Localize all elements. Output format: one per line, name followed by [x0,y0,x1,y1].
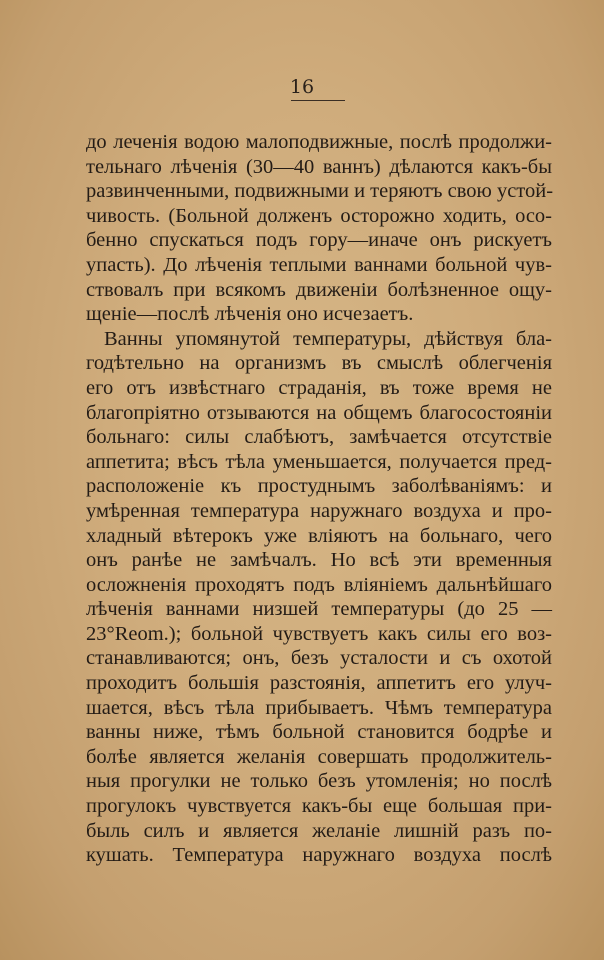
paragraph-1 [86,130,552,327]
text-line: болѣе является желанія совершать продолжитель- [86,745,552,768]
text-line: бенно спускаться подъ гору—иначе онъ рискуетъ [86,229,552,252]
paragraph-2 [86,327,552,868]
text-line: быль силъ и является желаніе лишній разъ по- [86,819,552,842]
text-line: ствовалъ при всякомъ движеніи болѣзненное ощу- [86,278,552,301]
text-line: тельнаго лѣченія (30—40 ваннъ) дѣлаются какъ-бы [86,155,552,178]
text-line: до леченія водою малоподвижные, послѣ продолжи- [86,131,552,153]
text-line: развинченными, подвижными и теряютъ свою устой- [86,180,554,203]
text-line: чивость. (Больной долженъ осторожно ходить, осо- [86,204,552,227]
text-line: Ванны упомянутой температуры, дѣйствуя бла- [104,327,552,350]
text-line: осложненія проходятъ подъ вліяніемъ дальнѣйшаго [86,573,552,596]
text-line: благопріятно отзываются на общемъ благосостояніи [86,401,552,424]
text-line: шается, вѣсъ тѣла прибываетъ. Чѣмъ температура [86,696,552,719]
text-line: станавливаются; онъ, безъ усталости и съ охотой [86,647,552,670]
text-line: лѣченія ваннами низшей температуры (до 25 — [86,598,552,621]
text-line: умѣренная температура наружнаго воздуха и про- [86,499,552,522]
text-line: онъ ранѣе не замѣчалъ. Но всѣ эти временныя [86,549,552,572]
text-line: аппетита; вѣсъ тѣла уменьшается, получается пред- [86,450,552,473]
text-line: упасть). До лѣченія теплыми ваннами больной чув- [86,253,552,276]
text-line: кушать. Температура наружнаго воздуха послѣ [86,844,552,867]
text-line: ванны ниже, тѣмъ больной становится бодрѣе и [86,721,552,744]
page-number: 16 [289,76,315,98]
text-line: ныя прогулки не только безъ утомленія; но послѣ [86,770,552,793]
text-line: его отъ извѣстнаго страданія, въ тоже время не [86,376,552,399]
text-line: больнаго: силы слабѣютъ, замѣчается отсутствіе [86,426,552,449]
page-number-rule [291,100,345,101]
text-line: щеніе—послѣ лѣченія оно исчезаетъ. [86,303,414,326]
text-line: 23°Reom.); больной чувствуетъ какъ силы его воз- [86,622,552,645]
body-text [86,130,552,868]
text-line: хладный вѣтерокъ уже вліяютъ на больнаго, чего [86,524,552,547]
text-line: расположеніе къ простуднымъ заболѣваніямъ: и [86,475,552,498]
text-line: прогулокъ чувствуется какъ-бы еще большая при- [86,795,552,818]
text-line: годѣтельно на организмъ въ смыслѣ облегченія [86,352,552,375]
text-line: проходитъ большія разстоянія, аппетитъ его улуч- [86,672,552,695]
